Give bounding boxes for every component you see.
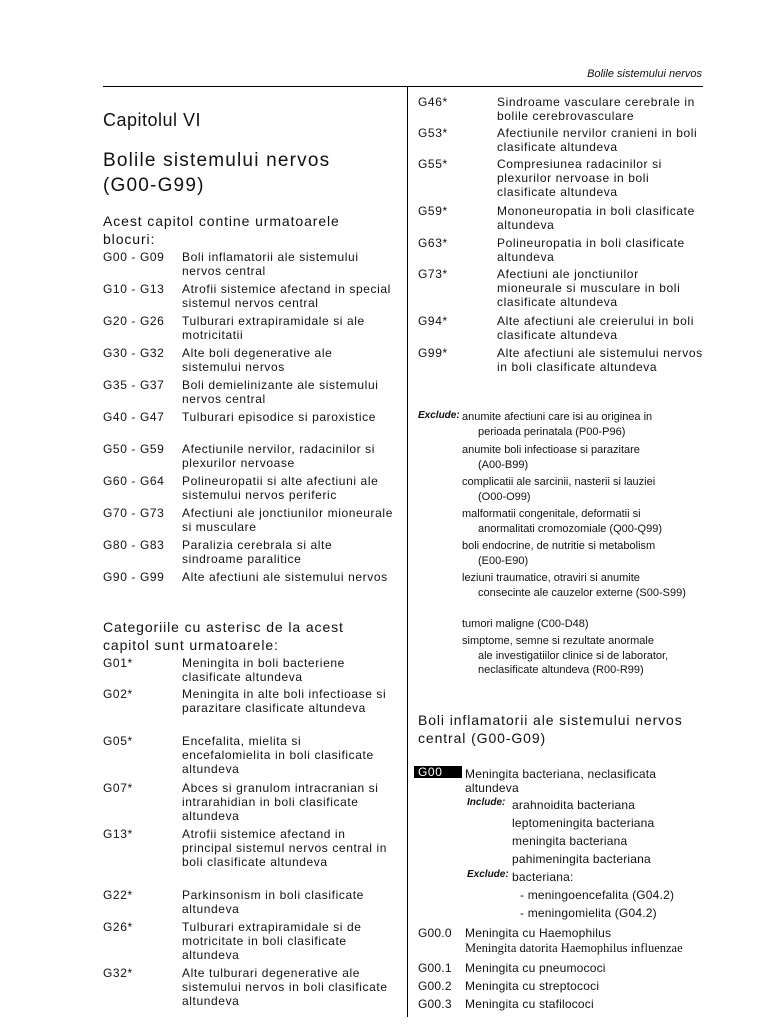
include-label: Include: [467,797,506,808]
block-code: G60 - G64 [103,474,165,488]
exclude-item: leziuni traumatice, otraviri si anumite consecinte ale cauzelor externe (S00-S99) [462,572,686,599]
asterisk-code: G59* [418,204,448,218]
include-item: meningita bacteriana [512,834,628,848]
block-code: G90 - G99 [103,570,165,584]
block-desc: Alte afectiuni ale sistemului nervos [182,570,388,584]
asterisk-code: G05* [103,734,133,748]
asterisk-desc: Parkinsonism in boli clasificate altundeva [182,888,364,916]
include-item: leptomeningita bacteriana [512,816,655,830]
asterisk-desc: Sindroame vasculare cerebrale in bolile cerebrovasculare [497,95,695,123]
column-divider [407,87,408,1017]
block-desc: Boli inflamatorii ale sistemului nervos central [182,250,359,278]
include-item: pahimeningita bacteriana [512,852,651,866]
block-code: G50 - G59 [103,442,165,456]
g00-title: Meningita bacteriana, neclasificata altundeva [465,767,657,795]
exclude-item: malformatii congenitale, deformatii si anormalitati cromozomiale (Q00-Q99) [462,508,663,535]
subcode-desc: Meningita cu Haemophilus [465,926,612,940]
asterisk-code: G07* [103,781,133,795]
block-desc: Atrofii sistemice afectand in special sistemul nervos central [182,282,391,310]
block-desc: Polineuropatii si alte afectiuni ale sistemului nervos periferic [182,474,379,502]
asterisk-desc: Afectiuni ale jonctiunilor mioneurale si musculare in boli clasificate altundeva [497,267,681,309]
g00-exclude-label: Exclude: [467,869,509,880]
asterisk-code: G94* [418,314,448,328]
subcode-desc: Meningita cu pneumococi [465,961,606,975]
running-header: Bolile sistemului nervos [587,68,702,80]
asterisk-desc: Tulburari extrapiramidale si de motricitate in boli clasificate altundeva [182,920,362,962]
block-code: G30 - G32 [103,346,165,360]
block-desc: Boli demielinizante ale sistemului nervos central [182,378,379,406]
asterisk-code: G01* [103,656,133,670]
asterisk-desc: Alte afectiuni ale creierului in boli clasificate altundeva [497,314,694,342]
exclude-item: simptome, semne si rezultate anormale ale investigatiilor clinice si de laborator, neclasificate altundeva (R00-R99) [462,635,669,677]
block-desc: Tulburari extrapiramidale si ale motricitatii [182,314,365,342]
block-code: G10 - G13 [103,282,165,296]
blocks-list [103,250,393,600]
blocks-heading: Acest capitol contine urmatoarele blocuri: [103,213,340,247]
subcode-code: G00.3 [418,997,452,1011]
asterisk-code: G55* [418,157,448,171]
asterisk-list [103,656,393,1012]
exclude-label: Exclude: [418,410,460,421]
chapter-title-line1: Bolile sistemului nervos [103,150,331,171]
exclude-item: anumite afectiuni care isi au originea in perioada perinatala (P00-P96) [462,411,653,438]
asterisk-desc: Encefalita, mielita si encefalomielita in boli clasificate altundeva [182,734,374,776]
block-code: G80 - G83 [103,538,165,552]
asterisk-code: G22* [103,888,133,902]
asterisk-desc: Alte tulburari degenerative ale sistemului nervos in boli clasificate altundeva [182,966,388,1008]
asterisk-desc: Compresiunea radacinilor si plexurilor nervoase in boli clasificate altundeva [497,157,662,199]
asterisk-code: G53* [418,126,448,140]
asterisk-code: G46* [418,95,448,109]
subcode-code: G00.2 [418,979,452,993]
subcode-desc: Meningita cu streptococi [465,979,600,993]
block-code: G70 - G73 [103,506,165,520]
block-desc: Afectiuni ale jonctiunilor mioneurale si musculare [182,506,393,534]
asterisk-desc: Alte afectiuni ale sistemului nervos in boli clasificate altundeva [497,346,703,374]
subcode-desc: Meningita cu stafilococi [465,997,594,1011]
header-rule [103,86,703,87]
block-desc: Afectiunile nervilor, radacinilor si plexurilor nervoase [182,442,376,470]
block-code: G35 - G37 [103,378,165,392]
asterisk-desc: Afectiunile nervilor cranieni in boli clasificate altundeva [497,126,698,154]
subcode-code: G00.1 [418,961,452,975]
asterisk-code: G32* [103,966,133,980]
subcode-note: Meningita datorita Haemophilus influenzae [465,941,683,955]
subcode-code: G00.0 [418,926,452,940]
asterisk-code: G26* [103,920,133,934]
g00-exclude-item: - meningomielita (G04.2) [520,906,657,920]
g00-exclude-item: - meningoencefalita (G04.2) [520,888,675,902]
asterisk-desc: Meningita in alte boli infectioase si parazitare clasificate altundeva [182,687,387,715]
chapter-title-line2: (G00-G99) [103,175,205,196]
asterisk-desc: Polineuropatia in boli clasificate altundeva [497,236,685,264]
block-code: G40 - G47 [103,410,165,424]
asterisk-desc: Meningita in boli bacteriene clasificate altundeva [182,656,345,684]
asterisk-code: G13* [103,827,133,841]
include-item: arahnoidita bacteriana [512,798,636,812]
g00-code: G00 [418,765,443,779]
exclude-item: anumite boli infectioase si parazitare (A00-B99) [462,444,640,471]
asterisk-list-continued [418,95,708,395]
block-code: G20 - G26 [103,314,165,328]
asterisk-code: G99* [418,346,448,360]
asterisk-code: G73* [418,267,448,281]
block-desc: Alte boli degenerative ale sistemului nervos [182,346,333,374]
asterisk-desc: Abces si granulom intracranian si intrarahidian in boli clasificate altundeva [182,781,379,823]
asterisk-heading: Categoriile cu asterisc de la acest capitol sunt urmatoarele: [103,619,344,653]
block-desc: Paralizia cerebrala si alte sindroame paralitice [182,538,333,566]
asterisk-desc: Mononeuropatia in boli clasificate altundeva [497,204,695,232]
chapter-title [103,148,330,198]
block-desc: Tulburari episodice si paroxistice [182,410,377,424]
chapter-label: Capitolul VI [103,110,202,130]
exclude-item: boli endocrine, de nutritie si metabolism (E00-E90) [462,540,656,567]
block-code: G00 - G09 [103,250,165,264]
section-heading: Boli inflamatorii ale sistemului nervos central (G00-G09) [418,712,683,746]
g00-exclude-head: bacteriana: [512,870,574,884]
exclude-item: tumori maligne (C00-D48) [462,618,589,630]
asterisk-code: G02* [103,687,133,701]
asterisk-code: G63* [418,236,448,250]
exclude-item: complicatii ale sarcinii, nasterii si lauziei (O00-O99) [462,476,656,503]
asterisk-desc: Atrofii sistemice afectand in principal sistemul nervos central in boli clasificate altundeva [182,827,388,869]
